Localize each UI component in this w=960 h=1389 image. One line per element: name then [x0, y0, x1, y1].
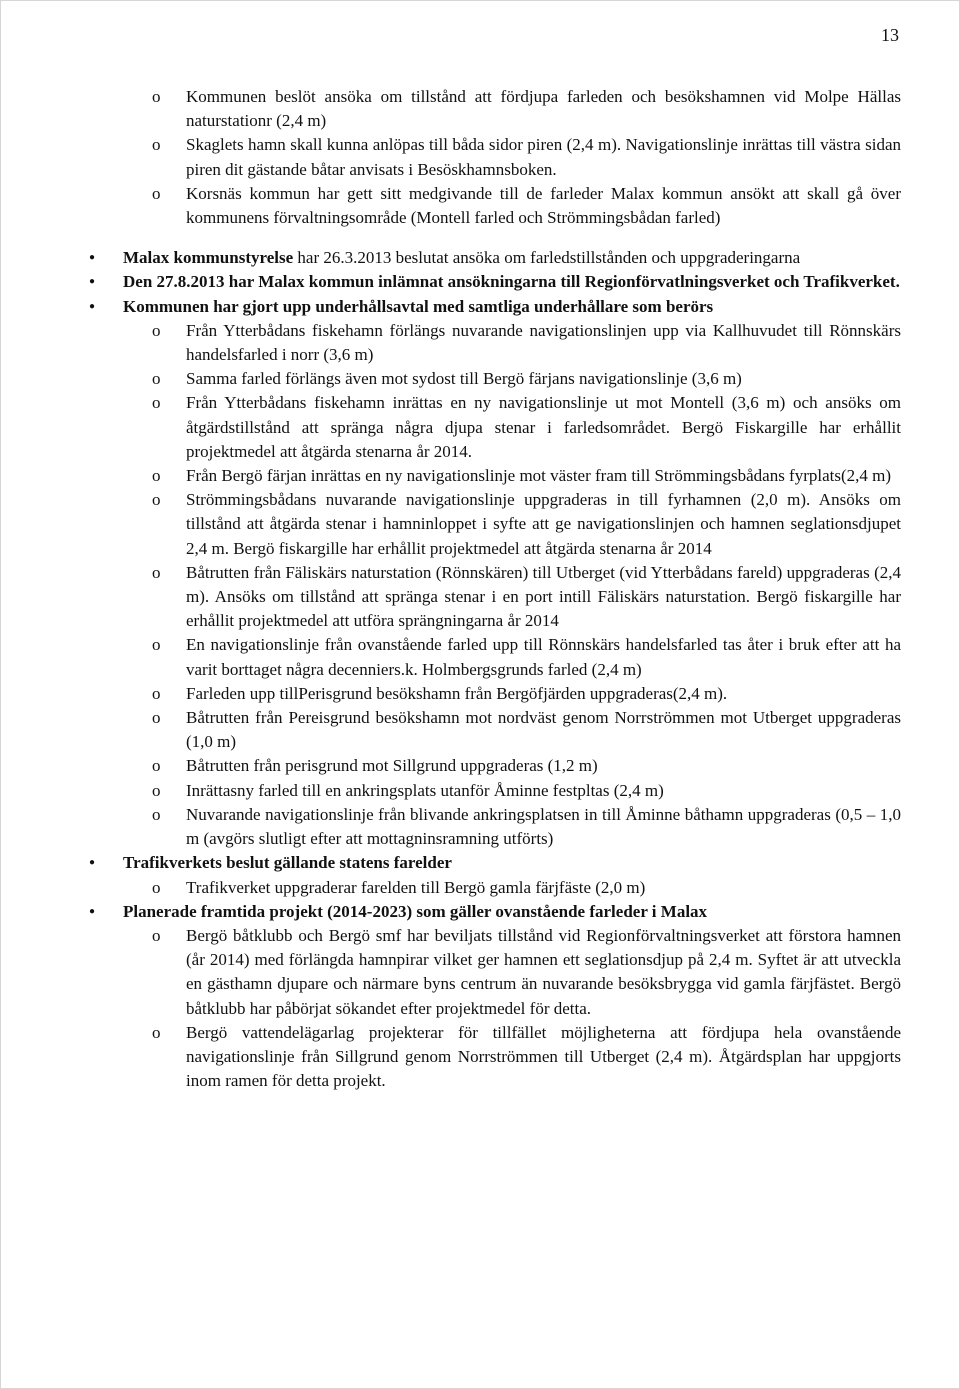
- list-item: o Båtrutten från perisgrund mot Sillgrund uppgraderas (1,2 m): [123, 754, 901, 778]
- list-item: o Trafikverket uppgraderar farelden till Bergö gamla färjfäste (2,0 m): [123, 876, 901, 900]
- bullet-heading: Trafikverkets beslut gällande statens farelder: [123, 853, 452, 873]
- list-item: o Inrättasny farled till en ankringsplats utanför Åminne festpltas (2,4 m): [123, 779, 901, 803]
- sublist: [123, 876, 901, 900]
- document-body: [89, 85, 901, 1093]
- list-item: o Båtrutten från Pereisgrund besökshamn mot nordväst genom Norrströmmen mot Utberget uppgraderas (1,0 m): [123, 706, 901, 754]
- list-item: o Farleden upp tillPerisgrund besökshamn från Bergöfjärden uppgraderas(2,4 m).: [123, 682, 901, 706]
- bullet-heading: Kommunen har gjort upp underhållsavtal med samtliga underhållare som berörs: [123, 296, 714, 316]
- intro-sublist: [89, 85, 901, 230]
- main-bullet-list: [89, 246, 901, 1093]
- bullet-text: har 26.3.2013 beslutat ansöka om farledstillstånden och uppgraderingarna: [293, 248, 801, 268]
- bullet-item: [89, 246, 901, 270]
- list-item: o Från Ytterbådans fiskehamn förlängs nuvarande navigationslinjen upp via Kallhuvudet till Rönnskärs handelsfarled i norr (3,6 m): [123, 319, 901, 367]
- list-item: o Strömmingsbådans nuvarande navigationslinje uppgraderas in till fyrhamnen (2,0 m). Ansöks om tillstånd att åtgärda stenar i hamninloppet i syfte att ge navigationslinjen och hamnen seglationsdjupet 2,4 m. Bergö fiskargille har erhållit projektmedel att åtgärda stenarna år 2014: [123, 488, 901, 561]
- list-item: o En navigationslinje från ovanstående farled upp till Rönnskärs handelsfarled tas åter i bruk efter att ha varit borttaget några decenniers.k. Holmbergsgrunds farled (2,4 m): [123, 633, 901, 681]
- list-item: o Bergö båtklubb och Bergö smf har beviljats tillstånd vid Regionförvaltningsverket att förstora hamnen (år 2014) med förlängda hamnpirar vilket ger hamnen ett seglationsdjup på 2,4 m. Syftet är att utveckla en gästhamn djupare och närmare byns centrum än nuvarande besöksbrygga vid gamla färjfästet. Bergö båtklubb har påbörjat sökandet efter projektmedel för detta.: [123, 924, 901, 1021]
- bullet-item: [89, 900, 901, 1094]
- list-item: o Båtrutten från Fäliskärs naturstation (Rönnskären) till Utberget (vid Ytterbådans fareld) uppgraderas (2,4 m). Ansöks om tillstånd att spränga stenar i en port intill Fäliskärs naturstation. Bergö fiskargille har erhållit projektmedel att utföra sprängningarna år 2014: [123, 561, 901, 634]
- list-item: o Kommunen beslöt ansöka om tillstånd att fördjupa farleden och besökshamnen vid Molpe Hällas naturstationr (2,4 m): [89, 85, 901, 133]
- list-item: o Bergö vattendelägarlag projekterar för tillfället möjligheterna att fördjupa hela ovanstående navigationslinje från Sillgrund genom Norrströmmen till Utberget (2,4 m). Åtgärdsplan har uppgjorts inom ramen för detta projekt.: [123, 1021, 901, 1094]
- list-item: o Från Bergö färjan inrättas en ny navigationslinje mot väster fram till Strömmingsbådans fyrplats(2,4 m): [123, 464, 901, 488]
- sublist: [123, 319, 901, 851]
- bullet-item: [89, 295, 901, 852]
- list-item: o Samma farled förlängs även mot sydost till Bergö färjans navigationslinje (3,6 m): [123, 367, 901, 391]
- list-item: o Korsnäs kommun har gett sitt medgivande till de farleder Malax kommun ansökt att skall gå över kommunens förvaltningsområde (Montell farled och Strömmingsbådan farled): [89, 182, 901, 230]
- bullet-item: [89, 851, 901, 899]
- list-item: o Nuvarande navigationslinje från blivande ankringsplatsen in till Åminne båthamn uppgraderas (0,5 – 1,0 m (avgörs slutligt efter att mottagninsramning utförts): [123, 803, 901, 851]
- bullet-heading: Den 27.8.2013 har Malax kommun inlämnat ansökningarna till Regionförvatlningsverket och Trafikverket.: [123, 272, 900, 292]
- bullet-heading: Malax kommunstyrelse: [123, 248, 294, 268]
- bullet-heading: Planerade framtida projekt (2014-2023) som gäller ovanstående farleder i Malax: [123, 901, 708, 921]
- page-number: 13: [881, 25, 899, 45]
- list-item: o Från Ytterbådans fiskehamn inrättas en ny navigationslinje ut mot Montell (3,6 m) och ansöks om åtgärdstillstånd att spränga några djupa stenar i farledsområdet. Bergö Fiskargille har erhållit projektmedel att åtgärda stenarna år 2014.: [123, 391, 901, 464]
- bullet-item: [89, 270, 901, 294]
- list-item: o Skaglets hamn skall kunna anlöpas till båda sidor piren (2,4 m). Navigationslinje inrättas till västra sidan piren dit gästande båtar anvisats i Besöskhamnsboken.: [89, 133, 901, 181]
- sublist: [123, 924, 901, 1093]
